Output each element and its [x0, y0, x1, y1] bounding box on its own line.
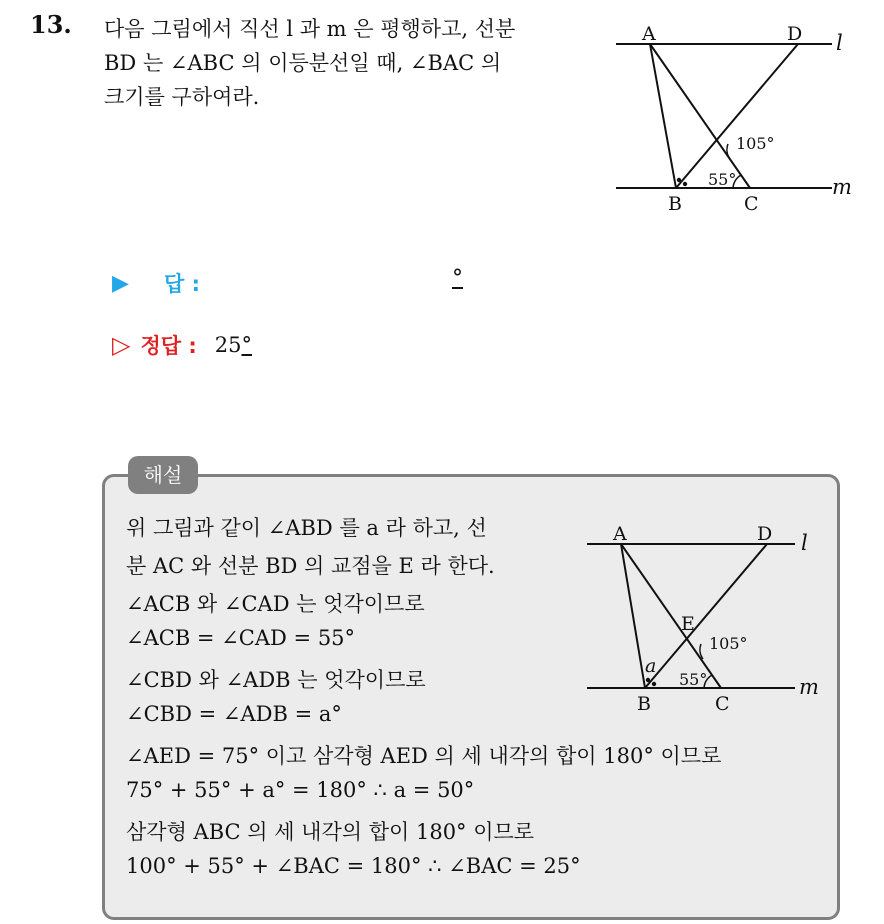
question-figure	[610, 18, 860, 218]
solution-line: 75° + 55° + a° = 180° ∴ a = 50°	[126, 778, 475, 802]
label-c: C	[744, 193, 759, 215]
correct-answer-value	[215, 333, 252, 357]
segment-ab	[621, 544, 645, 688]
outline-triangle-icon: ▷	[112, 331, 131, 359]
correct-answer-label: 정답 :	[140, 334, 197, 358]
label-angle-a: a	[645, 655, 657, 677]
label-b: B	[668, 193, 682, 215]
label-a: A	[613, 523, 627, 545]
label-d: D	[787, 23, 803, 45]
question-line: 크기를 구하여라.	[104, 85, 260, 109]
solution-line: ∠ACB 와 ∠CAD 는 엇각이므로	[126, 592, 425, 616]
segment-bd	[676, 44, 798, 188]
label-c: C	[715, 693, 730, 715]
solution-tag: 해설	[128, 456, 198, 494]
label-d: D	[757, 523, 773, 545]
angle-mark-dot	[683, 182, 687, 186]
label-b: B	[637, 693, 651, 715]
label-m: m	[832, 175, 852, 199]
angle-label-105: 105°	[709, 634, 748, 653]
answer-label: 답 :	[164, 272, 200, 296]
correct-answer-number: 25	[214, 333, 242, 357]
answer-blank[interactable]: °	[452, 266, 463, 291]
angle-mark-dot	[677, 178, 681, 182]
correct-answer-row	[112, 330, 252, 360]
angle-mark-dot	[652, 682, 656, 686]
solution-line: 100° + 55° + ∠BAC = 180° ∴ ∠BAC = 25°	[126, 854, 581, 878]
angle-label-105: 105°	[736, 134, 775, 153]
solution-line: ∠AED = 75° 이고 삼각형 AED 의 세 내각의 합이 180° 이므로	[126, 744, 722, 768]
question-line: BD 는 ∠ABC 의 이등분선일 때, ∠BAC 의	[104, 51, 502, 75]
correct-answer-unit: °	[241, 333, 252, 357]
angle-mark-dot	[646, 678, 650, 682]
solution-line: 삼각형 ABC 의 세 내각의 합이 180° 이므로	[126, 820, 535, 844]
answer-row	[112, 268, 200, 298]
angle-label-55: 55°	[679, 670, 708, 689]
solution-line: 위 그림과 같이 ∠ABD 를 a 라 하고, 선	[126, 516, 487, 540]
label-l: l	[836, 31, 843, 55]
label-m: m	[799, 675, 819, 699]
label-e: E	[681, 613, 695, 635]
question-number: 13.	[30, 10, 72, 39]
solution-line: ∠ACB = ∠CAD = 55°	[126, 626, 356, 650]
solution-line: ∠CBD = ∠ADB = a°	[126, 702, 342, 726]
label-a: A	[642, 23, 656, 45]
angle-label-55: 55°	[708, 170, 737, 189]
question-text	[104, 12, 594, 114]
label-l: l	[801, 531, 808, 555]
segment-ac	[650, 44, 750, 188]
solution-figure	[585, 518, 825, 718]
segment-ab	[650, 44, 676, 188]
solution-line: ∠CBD 와 ∠ADB 는 엇각이므로	[126, 668, 426, 692]
question-line: 다음 그림에서 직선 l 과 m 은 평행하고, 선분	[104, 17, 516, 41]
play-triangle-icon: ▶	[112, 270, 129, 296]
solution-line: 분 AC 와 선분 BD 의 교점을 E 라 한다.	[126, 554, 495, 578]
